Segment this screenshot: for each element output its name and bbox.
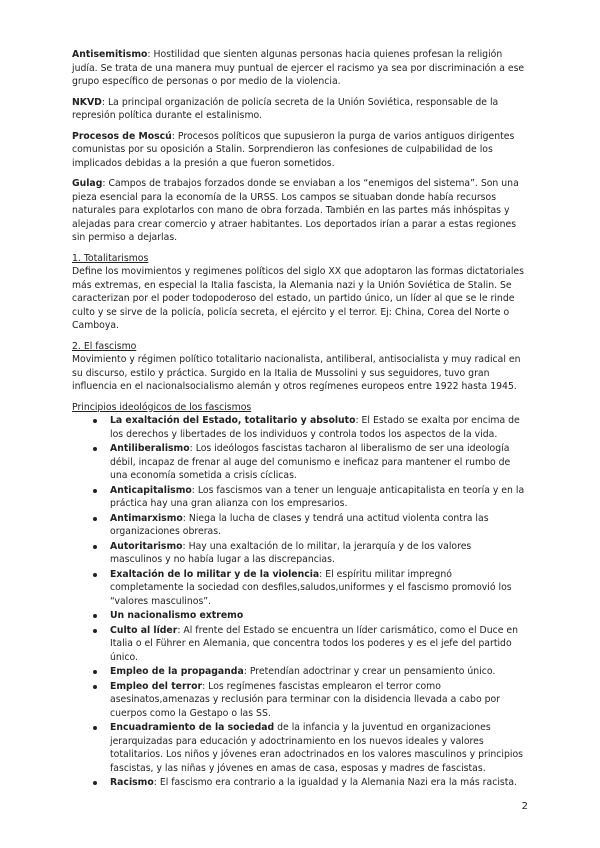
term-nkvd: NKVD: La principal organización de policía secreta de la Unión Soviética, responsable de la represión política durante el estalinismo. [72, 96, 499, 121]
list-item: Exaltación de lo militar y de la violencia: El espíritu militar impregnó completamente la sociedad con desfiles,saludos,uniformes y el fascismo promovió los “valores masculinos”. [110, 568, 526, 609]
principles-title: Principios ideológicos de los fascismos [72, 401, 252, 413]
list-item: Anticapitalismo: Los fascismos van a tener un lenguaje anticapitalista en teoría y en la práctica hay una gran alianza con los empresarios. [110, 484, 525, 509]
list-item: La exaltación del Estado, totalitario y absoluto: El Estado se exalta por encima de los derechos y libertades de los individuos y controla todos los aspectos de la vida. [110, 414, 526, 441]
list-item: Un nacionalismo extremo [110, 609, 526, 623]
page-number: 2 [521, 801, 528, 812]
list-item: Empleo del terror: Los regímenes fascistas emplearon el terror como asesinatos,amenazas y reclusión para terminar con la disidencia llevada a cabo por cuerpos como la Gestapo o las SS. [110, 680, 526, 721]
section-body-fascismo: Movimiento y régimen político totalitario nacionalista, antiliberal, antisocialista y muy radical en su discurso, estilo y práctica. Surgido en la Italia de Mussolini y sus seguidores, tuvo gran influencia en el nacionalsocialismo alemán y otros regímenes europeos entre 1922 hasta 1945. [72, 354, 521, 392]
list-item: Antiliberalismo: Los ideólogos fascistas tacharon al liberalismo de ser una ideología débil, incapaz de frenar al auge del comunismo e ineficaz para mantener el rumbo de una economía sometida a crisis cíclicas. [110, 442, 526, 483]
term-procesos-de-moscu: Procesos de Moscú: Procesos políticos que supusieron la purga de varios antiguos dirigentes comunistas por su oposición a Stalin. Sorprendieron las confesiones de culpabilidad de los implicados debidas a la presión a que fueron sometidos. [72, 130, 515, 169]
section-title-totalitarismos: 1. Totalitarismos [72, 252, 149, 264]
section-title-fascismo: 2. El fascismo [72, 340, 137, 352]
term-gulag: Gulag: Campos de trabajos forzados donde se enviaban a los “enemigos del sistema”. Son una pieza esencial para la economía de la URSS. Los campos se situaban donde había recursos naturales para explotarlos con mano de obra forzada. También en las partes más inhóspitas y alejadas para crear comercio y atraer habitantes. Los deportados irían a parar a estas regiones sin permiso a dejarlas. [72, 178, 519, 243]
principles-list [72, 414, 526, 790]
list-item: Empleo de la propaganda: Pretendían adoctrinar y crear un pensamiento único. [110, 665, 526, 679]
list-item: Antimarxismo: Niega la lucha de clases y tendrá una actitud violenta contra las organizaciones obreras. [110, 512, 526, 539]
list-item: Encuadramiento de la sociedad de la infancia y la juventud en organizaciones jerarquizadas para educación y adoctrinamiento en los nuevos ideales y valores totalitarios. Los niños y jóvenes eran adoctrinados en los valores masculinos y principios fascistas, y las niñas y jóvenes en amas de casa, esposas y madres de fascistas. [110, 721, 526, 775]
list-item: Racismo: El fascismo era contrario a la igualdad y la Alemania Nazi era la más racista. [110, 776, 526, 790]
term-antisemitismo: Antisemitismo: Hostilidad que sienten algunas personas hacia quienes profesan la religión judía. Se trata de una manera muy puntual de ejercer el racismo ya sea por discriminación a ese grupo específico de personas o por medio de la violencia. [72, 49, 525, 87]
list-item: Culto al líder: Al frente del Estado se encuentra un líder carismático, como el Duce en Italia o el Führer en Alemania, que concentra todos los poderes y es el jefe del partido único. [110, 624, 526, 665]
section-body-totalitarismos: Define los movimientos y regimenes políticos del siglo XX que adoptaron las formas dictatoriales más extremas, en especial la Italia fascista, la Alemania nazi y la Unión Soviética de Stalin. Se caracterizan por el poder todopoderoso del estado, un partido único, un líder al que se le rinde culto y se sirve de la policía, policía secreta, el ejército y el terror. Ej: China, Corea del Norte o Camboya. [72, 266, 524, 331]
list-item: Autoritarismo: Hay una exaltación de lo militar, la jerarquía y de los valores masculinos y no había lugar a las discrepancias. [110, 540, 526, 567]
